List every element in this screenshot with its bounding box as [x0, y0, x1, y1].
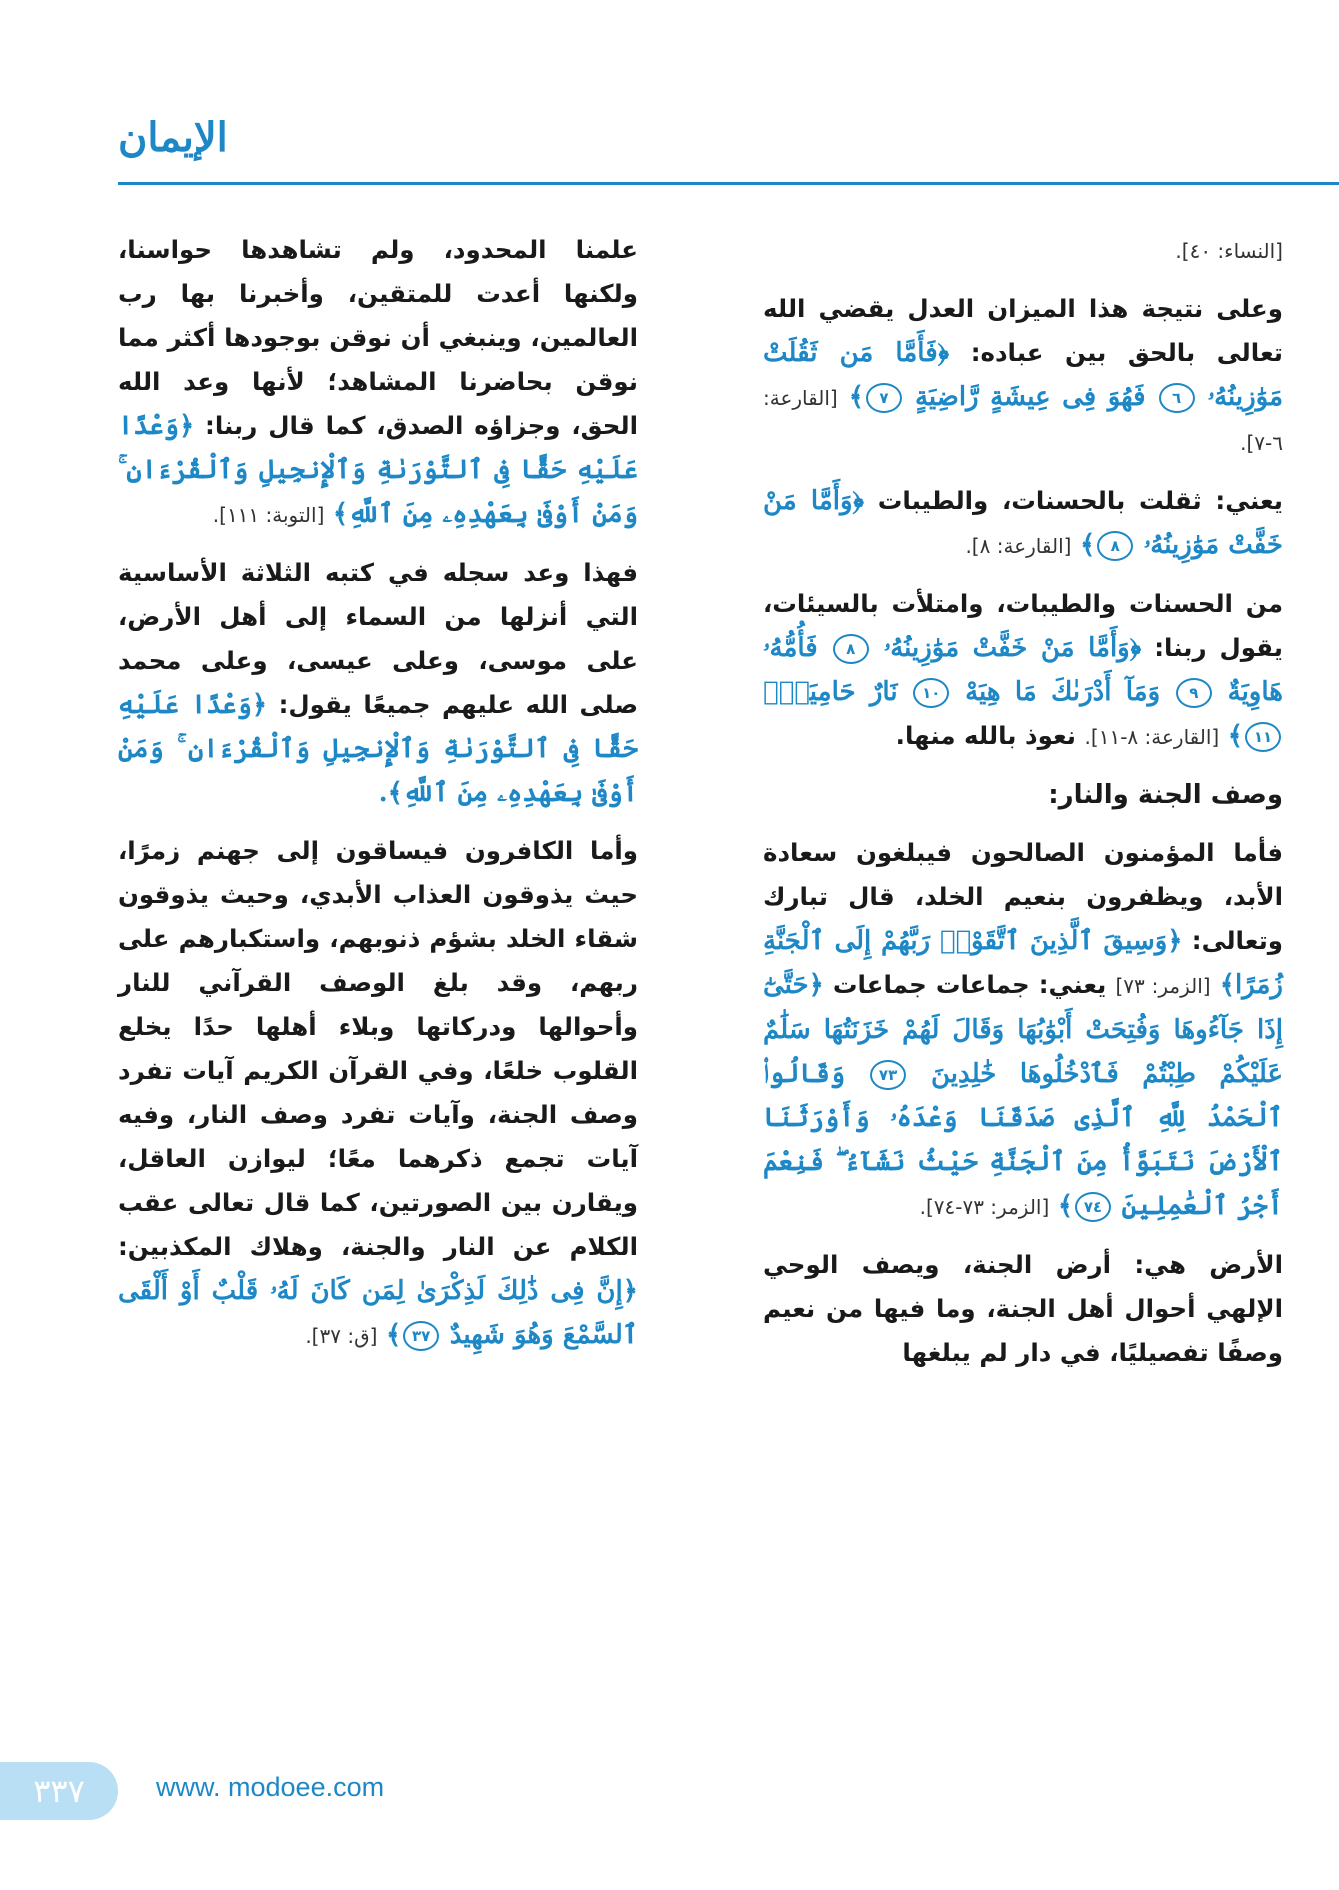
quran-verse: فَهُوَ فِى عِيشَةٍ رَّاضِيَةٍ	[914, 382, 1146, 412]
quran-verse: ﴿وَأَمَّا مَنْ خَفَّتْ مَوَٰزِينُهُۥ	[883, 633, 1142, 663]
paragraph	[118, 829, 638, 1358]
paragraph	[763, 831, 1283, 1229]
ayah-number-marker: ٧	[866, 383, 902, 413]
website-url[interactable]: www. modoee.com	[156, 1772, 385, 1802]
quran-verse: فَأُمُّهُۥ هَاوِيَةٌ	[763, 633, 1283, 707]
citation: [التوبة: ١١١].	[212, 503, 325, 527]
ayah-number-marker: ١٠	[913, 678, 949, 708]
quran-verse: وَقَالُوا۟ ٱلْحَمْدُ لِلَّهِ ٱلَّذِى صَدَقَنَا وَعْدَهُۥ وَأَوْرَثَنَا ٱلْأَرْضَ نَتَبَوَّأُ مِنَ ٱلْجَنَّةِ حَيْثُ نَشَآءُ ۖ فَنِعْمَ أَجْرُ ٱلْعَٰمِلِينَ	[763, 1059, 1283, 1221]
quran-verse: ﴿وَسِيقَ ٱلَّذِينَ ٱتَّقَوْا۟ رَبَّهُمْ إِلَى ٱلْجَنَّةِ زُمَرًا﴾	[763, 926, 1283, 1000]
body-text: يعني: ثقلت بالحسنات، والطيبات	[877, 486, 1284, 515]
citation: [ق: ٣٧].	[305, 1324, 378, 1348]
quran-verse: وَمَآ أَدْرَىٰكَ مَا هِيَهْ	[965, 677, 1161, 707]
quran-bracket: ﴾	[1057, 1191, 1074, 1221]
paragraph	[763, 228, 1283, 273]
right-column	[763, 228, 1283, 1389]
quran-verse: نَارٌ حَامِيَةٌۢ	[763, 677, 898, 707]
citation: [القارعة: ٨-١١].	[1084, 725, 1220, 749]
body-text: يعني: جماعات جماعات	[832, 970, 1107, 999]
body-text: الأرض هي: أرض الجنة، ويصف الوحي الإلهي أحوال أهل الجنة، وما فيها من نعيم وصفًا تفصيليًا، في دار لم يبلغها	[763, 1250, 1283, 1367]
ayah-number-marker: ٧٣	[870, 1060, 906, 1090]
body-text: وعلى نتيجة هذا الميزان العدل يقضي الله تعالى بالحق بين عباده:	[763, 294, 1283, 367]
ayah-number-marker: ٩	[1176, 678, 1212, 708]
page-number: ٣٣٧	[33, 1772, 85, 1810]
quran-bracket: ﴾	[848, 382, 864, 412]
paragraph	[763, 1243, 1283, 1375]
quran-verse: ﴿وَعْدًا عَلَيْهِ حَقًّا فِى ٱلتَّوْرَىٰةِ وَٱلْإِنجِيلِ وَٱلْقُرْءَانِ ۚ وَمَنْ أَوْفَىٰ بِعَهْدِهِۦ مِنَ ٱللَّهِ﴾	[118, 411, 638, 529]
quran-verse: ﴿وَأَمَّا مَنْ خَفَّتْ مَوَٰزِينُهُۥ	[763, 486, 1283, 560]
header-divider	[118, 182, 1339, 185]
ayah-number-marker: ٧٤	[1075, 1192, 1111, 1222]
quran-verse: ﴿وَعْدًا عَلَيْهِ حَقًّا فِى ٱلتَّوْرَىٰةِ وَٱلْإِنجِيلِ وَٱلْقُرْءَانِ ۚ وَمَنْ أَوْفَىٰ بِعَهْدِهِۦ مِنَ ٱللَّهِ﴾.	[118, 690, 638, 808]
page-header-title: الإيمان	[118, 114, 228, 161]
citation: [القارعة: ٨].	[965, 534, 1072, 558]
left-column	[118, 228, 638, 1372]
citation: [النساء: ٤٠].	[1175, 239, 1283, 263]
quran-bracket: ﴾	[1227, 721, 1243, 751]
body-text: من الحسنات والطيبات، وامتلأت بالسيئات، يقول ربنا:	[763, 589, 1283, 662]
body-text: علمنا المحدود، ولم تشاهدها حواسنا، ولكنها أعدت للمتقين، وأخبرنا بها رب العالمين، وينبغي أن نوقن بوجودها أكثر مما نوقن بحاضرنا المشاهد؛ لأنها وعد الله الحق، وجزاؤه الصدق، كما قال ربنا:	[118, 235, 638, 440]
page-number-badge	[0, 1762, 118, 1820]
body-text: وأما الكافرون فيساقون إلى جهنم زمرًا، حيث يذوقون العذاب الأبدي، وحيث يذوقون شقاء الخلد بشؤم ذنوبهم، واستكبارهم على ربهم، وقد بلغ الوصف القرآني للنار وأحوالها ودركاتها وبلاء أهلها حدًا يخلع القلوب خلعًا، وفي القرآن الكريم آيات تفرد وصف الجنة، وآيات تفرد وصف النار، وفيه آيات تجمع ذكرهما معًا؛ ليوازن العاقل، ويقارن بين الصورتين، كما قال تعالى عقب الكلام عن النار والجنة، وهلاك المكذبين:	[118, 836, 638, 1261]
body-text: نعوذ بالله منها.	[895, 721, 1076, 750]
quran-bracket: ﴾	[385, 1320, 402, 1350]
ayah-number-marker: ٨	[1097, 531, 1133, 561]
paragraph	[763, 582, 1283, 759]
paragraph	[118, 551, 638, 815]
body-text: فأما المؤمنون الصالحون فيبلغون سعادة الأبد، ويظفرون بنعيم الخلد، قال تبارك وتعالى:	[763, 838, 1284, 955]
citation: [الزمر: ٧٣]	[1115, 974, 1211, 998]
quran-verse: ﴿حَتَّىٰٓ إِذَا جَآءُوهَا وَفُتِحَتْ أَبْوَٰبُهَا وَقَالَ لَهُمْ خَزَنَتُهَا سَلَٰمٌ عَلَيْكُمْ طِبْتُمْ فَٱدْخُلُوهَا خَٰلِدِينَ	[763, 970, 1284, 1089]
citation: [الزمر: ٧٣-٧٤].	[919, 1195, 1050, 1219]
paragraph	[763, 287, 1283, 465]
paragraph	[118, 228, 638, 537]
ayah-number-marker: ٨	[833, 634, 869, 664]
paragraph	[763, 479, 1283, 568]
ayah-number-marker: ٣٧	[403, 1321, 439, 1351]
body-text: فهذا وعد سجله في كتبه الثلاثة الأساسية التي أنزلها من السماء إلى أهل الأرض، على موسى، وعلى عيسى، وعلى محمد صلى الله عليهم جميعًا يقول:	[118, 558, 638, 719]
ayah-number-marker: ١١	[1245, 722, 1281, 752]
citation: [القارعة: ٦-٧].	[763, 386, 1283, 455]
quran-verse: ﴿إِنَّ فِى ذَٰلِكَ لَذِكْرَىٰ لِمَن كَانَ لَهُۥ قَلْبٌ أَوْ أَلْقَى ٱلسَّمْعَ وَهُوَ شَهِيدٌ	[118, 1276, 638, 1350]
section-heading: وصف الجنة والنار:	[1048, 780, 1283, 810]
quran-verse: ﴿فَأَمَّا مَن ثَقُلَتْ مَوَٰزِينُهُۥ	[763, 338, 1284, 412]
quran-bracket: ﴾	[1079, 530, 1096, 560]
ayah-number-marker: ٦	[1159, 383, 1195, 413]
